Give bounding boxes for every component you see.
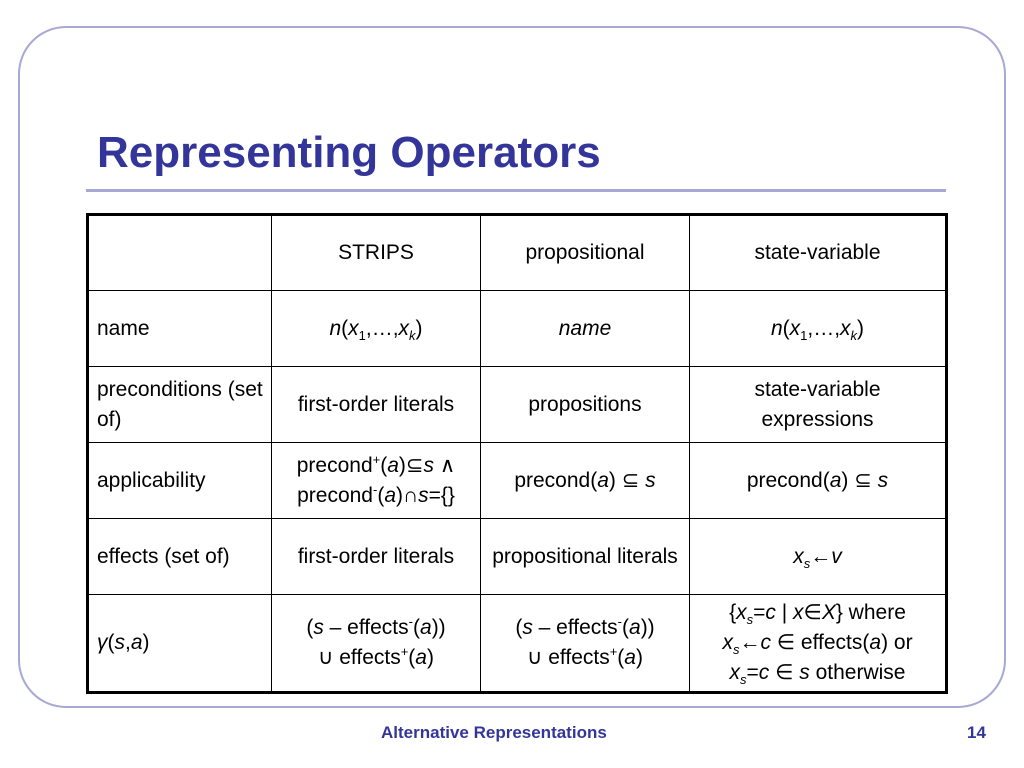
strips-effects: first-order literals bbox=[272, 519, 481, 595]
header-empty bbox=[88, 215, 272, 291]
header-propositional: propositional bbox=[481, 215, 690, 291]
propositional-effects: propositional literals bbox=[481, 519, 690, 595]
strips-preconditions: first-order literals bbox=[272, 367, 481, 443]
table-row bbox=[88, 519, 947, 595]
page-number: 14 bbox=[967, 723, 986, 742]
state-variable-effects: $x_s\leftarrow v$ bbox=[690, 519, 947, 595]
state-variable-preconditions: state-variable expressions bbox=[690, 367, 947, 443]
propositional-gamma: (s – effects-(a)) ∪ effects+(a) bbox=[481, 595, 690, 693]
propositional-name: name bbox=[481, 291, 690, 367]
state-variable-name: $n(x_1,\dots,x_k)$ bbox=[690, 291, 947, 367]
operators-table bbox=[86, 213, 948, 694]
row-label-name: name bbox=[88, 291, 272, 367]
slide-title: Representing Operators bbox=[97, 128, 601, 177]
table-row bbox=[88, 595, 947, 693]
state-variable-applicability: precond(a) ⊆ s bbox=[690, 443, 947, 519]
header-state-variable: state-variable bbox=[690, 215, 947, 291]
row-label-gamma: γ(s,a) bbox=[88, 595, 272, 693]
row-label-applicability: applicability bbox=[88, 443, 272, 519]
row-label-effects: effects (set of) bbox=[88, 519, 272, 595]
propositional-applicability: precond(a) ⊆ s bbox=[481, 443, 690, 519]
table-row bbox=[88, 291, 947, 367]
strips-applicability: precond+(a)⊆s ∧ precond-(a)∩s={} bbox=[272, 443, 481, 519]
table-row bbox=[88, 367, 947, 443]
row-label-preconditions: preconditions (set of) bbox=[88, 367, 272, 443]
state-variable-gamma: {$x_s=c$ | x∈X} where $x_s\leftarrow c$ ∈ effects(a) or $x_s=c$ ∈ s otherwise bbox=[690, 595, 947, 693]
strips-gamma: (s – effects-(a)) ∪ effects+(a) bbox=[272, 595, 481, 693]
strips-name: $n(x_1,\dots,x_k)$ bbox=[272, 291, 481, 367]
table-header-row bbox=[88, 215, 947, 291]
footer-title: Alternative Representations bbox=[381, 723, 607, 742]
header-strips: STRIPS bbox=[272, 215, 481, 291]
propositional-preconditions: propositions bbox=[481, 367, 690, 443]
table-row bbox=[88, 443, 947, 519]
title-underline bbox=[86, 189, 946, 192]
